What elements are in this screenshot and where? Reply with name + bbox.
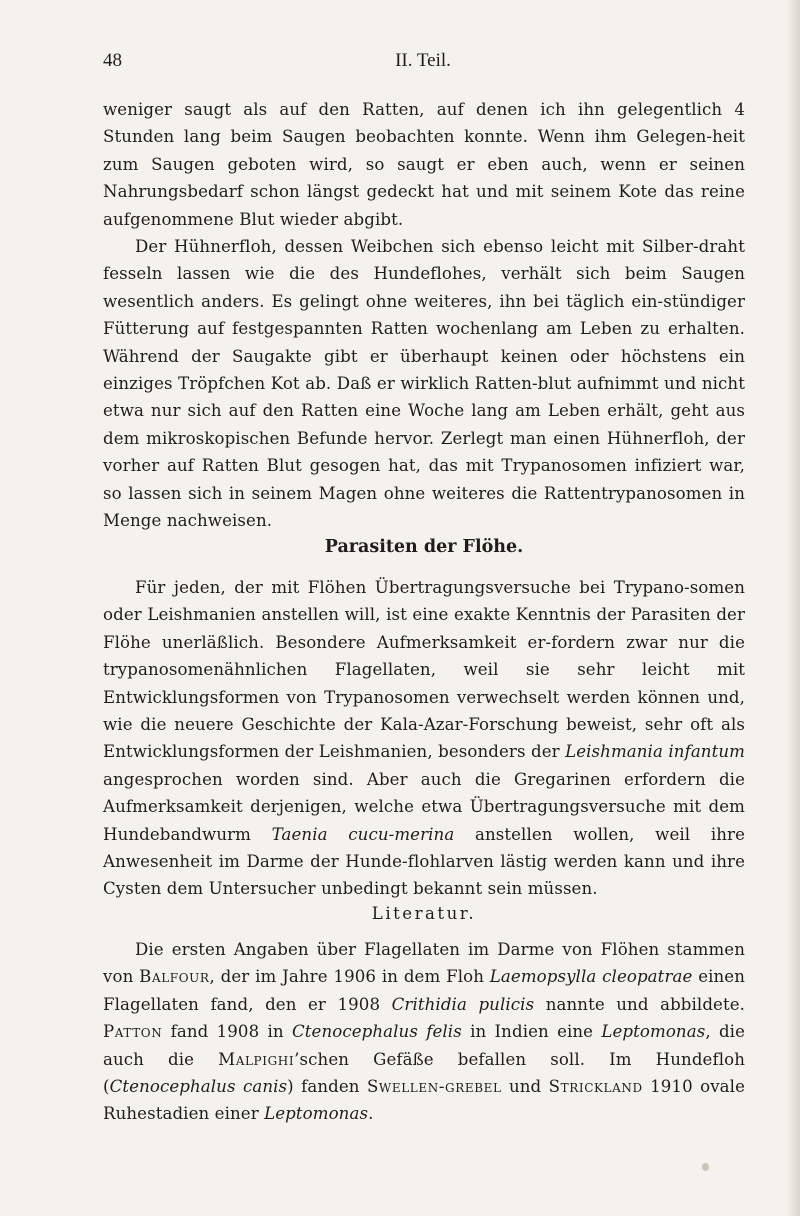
- heading-literature: Literatur.: [371, 904, 477, 923]
- p4-text-7: , die auch die: [103, 1022, 746, 1069]
- p4-text-4: nannte und abbildete.: [545, 994, 746, 1014]
- p4-text-9: ) fanden: [287, 1077, 360, 1097]
- p4-text-8: ’schen Gefäße befallen soll. Im Hundefloh (: [103, 1049, 746, 1097]
- species-laemopsylla-cleopatrae: Laemopsylla cleopatrae: [489, 967, 693, 987]
- p4-text-10: und: [508, 1077, 542, 1097]
- body-text-top: [103, 96, 745, 535]
- author-patton: Patton: [103, 1022, 163, 1042]
- section-title: II. Teil.: [395, 50, 451, 71]
- paragraph-3-text-b: angesprochen worden sind. Aber auch die Gregarinen erfordern die Aufmerksamkeit derjenigen, welche etwa Übertragungsversuche mit dem Hundebandwurm: [103, 769, 745, 844]
- paper-spot: [702, 1163, 709, 1171]
- paragraph-3-text-a: Für jeden, der mit Flöhen Übertragungsversuche bei Trypano-somen oder Leishmanien anstellen will, ist eine exakte Kenntnis der Parasiten der Flöhe unerläßlich. Besondere Aufmerksamkeit er-fordern zwar nur die trypanosomenähnlichen Flagellaten, weil sie sehr leicht mit Entwicklungsformen von Trypanosomen verwechselt werden können und, wie die neuere Geschichte der Kala-Azar-Forschung beweist, sehr oft als Entwicklungsformen der Leishmanien, besonders der: [103, 578, 745, 762]
- genus-leptomonas-2: Leptomonas: [264, 1104, 369, 1124]
- species-ctenocephalus-felis: Ctenocephalus felis: [291, 1022, 462, 1042]
- paragraph-4: [103, 936, 745, 1128]
- heading-parasites: Parasiten der Flöhe.: [324, 537, 524, 557]
- author-swellengrebel: Swellen-grebel: [366, 1077, 502, 1097]
- p4-text-12: .: [368, 1104, 374, 1124]
- p4-text-1: Die ersten Angaben über Flagellaten im Darme von Flöhen stammen von: [103, 940, 745, 987]
- p4-text-2: , der im Jahre 1906 in dem Floh: [209, 967, 484, 987]
- author-malpighi: Malpighi: [218, 1049, 295, 1069]
- p4-text-11: 1910 ovale Ruhestadien einer: [103, 1077, 745, 1124]
- body-text-bottom: [103, 936, 745, 1128]
- paragraph-2: Der Hühnerfloh, dessen Weibchen sich ebenso leicht mit Silber-draht fesseln lassen wie die des Hundeflohes, verhält sich beim Saugen wesentlich anders. Es gelingt ohne weiteres, ihn bei täglich ein-stündiger Fütterung auf festgespannten Ratten wochenlang am Leben zu erhalten. Während der Saugakte gibt er überhaupt keinen oder höchstens ein einziges Tröpfchen Kot ab. Daß er wirklich Ratten-blut aufnimmt und nicht etwa nur sich auf den Ratten eine Woche lang am Leben erhält, geht aus dem mikroskopischen Befunde hervor. Zerlegt man einen Hühnerfloh, der vorher auf Ratten Blut gesogen hat, das mit Trypanosomen infiziert war, so lassen sich in seinem Magen ohne weiteres die Rattentrypanosomen in Menge nachweisen.: [103, 237, 745, 531]
- p4-text-5: fand 1908 in: [170, 1022, 284, 1042]
- page-edge-shadow: [786, 0, 800, 1216]
- author-strickland: Strickland: [548, 1077, 643, 1097]
- paragraph-3: [103, 574, 745, 903]
- body-text-middle: [103, 574, 745, 903]
- species-taenia-cucumerina: Taenia cucu-merina: [271, 824, 455, 844]
- p4-text-3: einen Flagellaten fand, den er 1908: [103, 967, 746, 1014]
- species-leishmania-infantum: Leishmania infantum: [565, 742, 745, 762]
- genus-leptomonas: Leptomonas: [601, 1022, 706, 1042]
- paragraph-3-text-c: anstellen wollen, weil ihre Anwesenheit im Darme der Hunde-flohlarven lästig werden kann und ihre Cysten dem Untersucher unbedingt bekannt sein müssen.: [103, 824, 745, 899]
- author-balfour: Balfour: [139, 967, 210, 987]
- species-ctenocephalus-canis: Ctenocephalus canis: [109, 1077, 288, 1097]
- species-crithidia-pulicis: Crithidia pulicis: [391, 994, 535, 1014]
- paragraph-1: weniger saugt als auf den Ratten, auf denen ich ihn gelegentlich 4 Stunden lang beim Saugen beobachten konnte. Wenn ihm Gelegen-heit zum Saugen geboten wird, so saugt er eben auch, wenn er seinen Nahrungsbedarf schon längst gedeckt hat und mit seinem Kote das reine aufgenommene Blut wieder abgibt.: [103, 100, 745, 229]
- p4-text-6: in Indien eine: [470, 1022, 594, 1042]
- running-head: [103, 50, 743, 80]
- page-number: 48: [103, 50, 122, 71]
